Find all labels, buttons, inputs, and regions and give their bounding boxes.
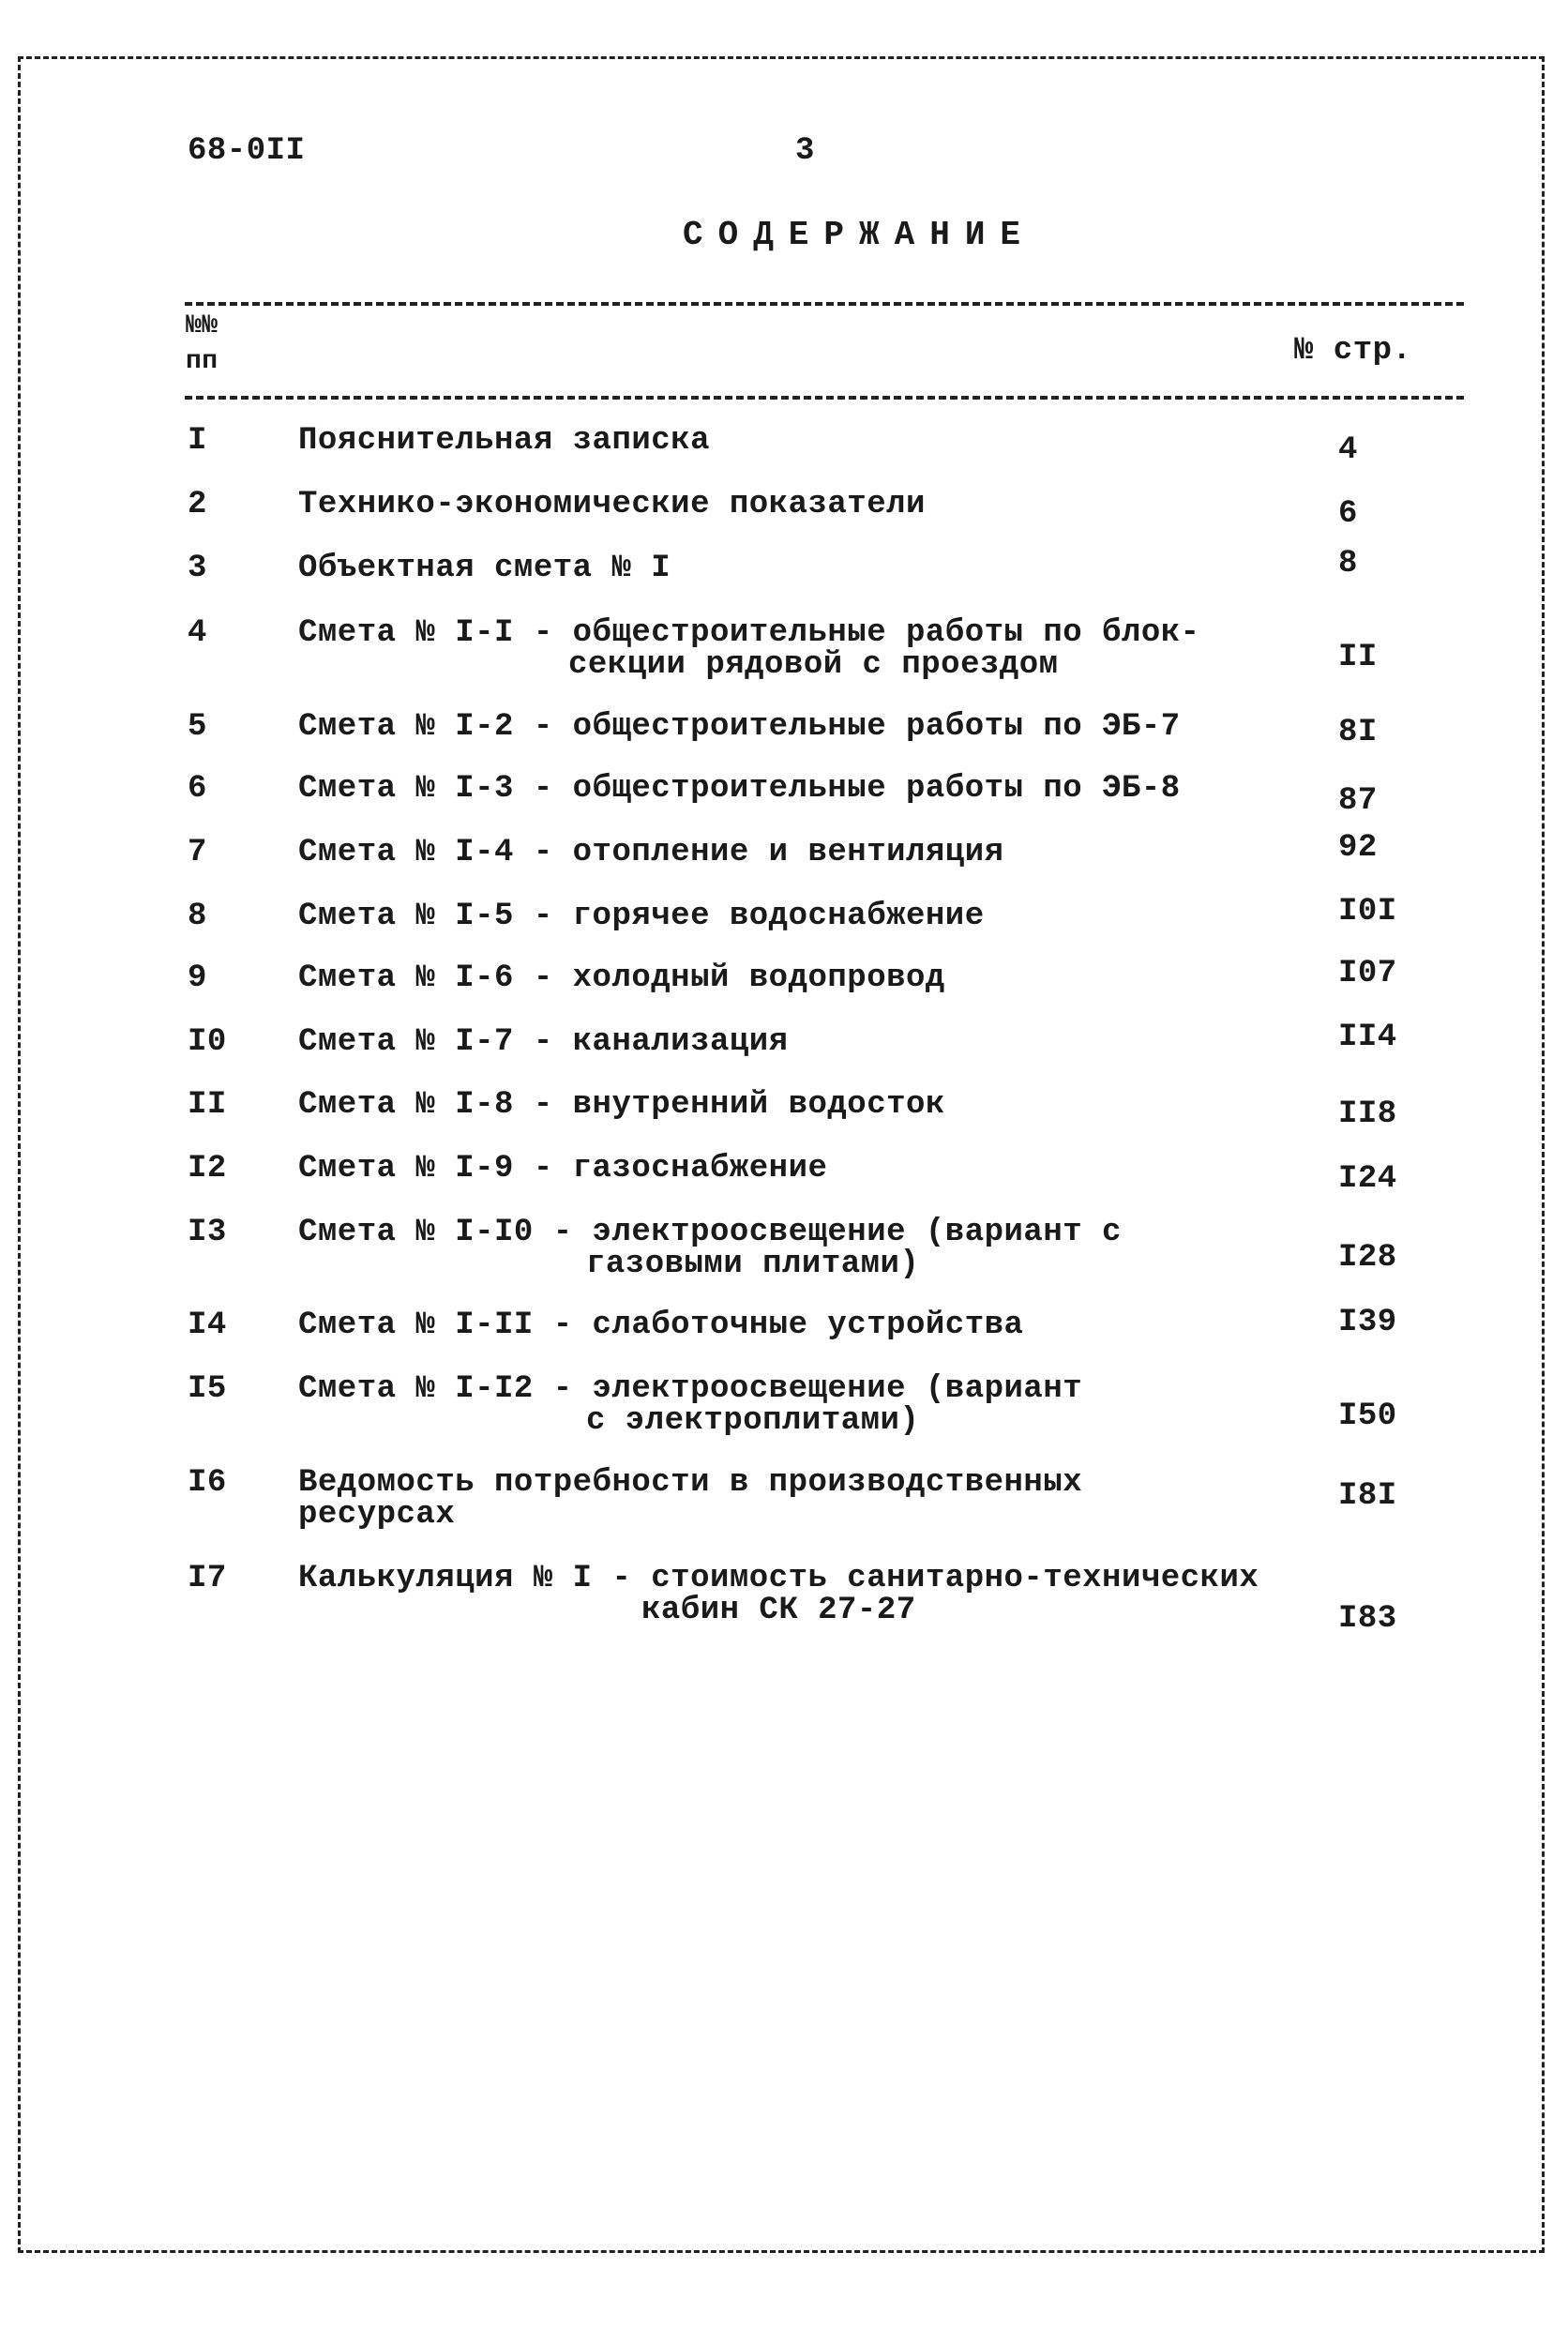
item-page: I0I: [1338, 894, 1397, 930]
item-title-line: секции рядовой с проездом: [568, 647, 1059, 683]
item-page: I8I: [1338, 1478, 1397, 1514]
item-title-line: Смета № I-7 - канализация: [298, 1024, 789, 1060]
page-title: СОДЕРЖАНИЕ: [683, 216, 1036, 254]
item-number: I7: [188, 1561, 227, 1596]
item-number: 6: [188, 771, 207, 807]
item-title-line: с электроплитами): [586, 1403, 920, 1439]
item-number: I6: [188, 1465, 227, 1501]
item-page: 8: [1338, 546, 1358, 582]
item-title-line: Смета № I-3 - общестроительные работы по ЭБ-8: [298, 771, 1181, 807]
item-number: I: [188, 423, 207, 459]
table-header-rule: [185, 396, 1464, 400]
item-number: 4: [188, 615, 207, 651]
item-number: 3: [188, 551, 207, 586]
item-title-line: Технико-экономические показатели: [298, 487, 926, 522]
item-page: II4: [1338, 1020, 1397, 1055]
item-page: I83: [1338, 1601, 1397, 1637]
item-title-line: Смета № I-6 - холодный водопровод: [298, 960, 945, 996]
item-title-line: Смета № I-8 - внутренний водосток: [298, 1087, 945, 1123]
item-number: I4: [188, 1308, 227, 1343]
item-page: I07: [1338, 956, 1397, 991]
item-title-line: Объектная смета № I: [298, 551, 671, 586]
item-title-line: Ведомость потребности в производственных: [298, 1465, 1083, 1501]
item-title-line: Смета № I-I2 - электроосвещение (вариант: [298, 1371, 1083, 1407]
item-number: 2: [188, 487, 207, 522]
item-page: 4: [1338, 432, 1358, 468]
item-title-line: Смета № I-4 - отопление и вентиляция: [298, 835, 1004, 870]
item-number: I2: [188, 1151, 227, 1187]
item-page: 6: [1338, 496, 1358, 532]
item-number: 8: [188, 899, 207, 934]
item-page: I24: [1338, 1161, 1397, 1197]
item-page: II8: [1338, 1096, 1397, 1132]
item-number: 5: [188, 709, 207, 745]
item-page: I28: [1338, 1240, 1397, 1276]
page-column-header: № стр.: [1294, 333, 1412, 369]
item-title-line: газовыми плитами): [586, 1247, 920, 1282]
item-title-line: ресурсах: [298, 1497, 456, 1533]
item-number: 9: [188, 960, 207, 996]
item-title-line: Калькуляция № I - стоимость санитарно-технических: [298, 1561, 1259, 1596]
item-title-line: Смета № I-5 - горячее водоснабжение: [298, 899, 985, 934]
num-header-line2: пп: [186, 347, 219, 376]
item-title-line: кабин СК 27-27: [641, 1593, 916, 1628]
item-page: I50: [1338, 1398, 1397, 1434]
item-page: 87: [1338, 783, 1378, 819]
item-number: I3: [188, 1215, 227, 1250]
item-number: I0: [188, 1024, 227, 1060]
item-page: II: [1338, 640, 1378, 675]
document-code: 68-0II: [188, 133, 306, 169]
item-title-line: Смета № I-2 - общестроительные работы по ЭБ-7: [298, 709, 1181, 745]
item-page: 8I: [1338, 715, 1378, 750]
num-header-line1: №№: [186, 311, 219, 340]
item-title-line: Смета № I-II - слаботочные устройства: [298, 1308, 1024, 1343]
item-number: II: [188, 1087, 227, 1123]
item-title-line: Смета № I-I - общестроительные работы по блок-: [298, 615, 1200, 651]
item-title-line: Смета № I-9 - газоснабжение: [298, 1151, 828, 1187]
item-page: 92: [1338, 830, 1378, 866]
item-title-line: Пояснительная записка: [298, 423, 710, 459]
item-title-line: Смета № I-I0 - электроосвещение (вариант с: [298, 1215, 1122, 1250]
table-top-rule: [185, 302, 1464, 306]
item-page: I39: [1338, 1305, 1397, 1340]
item-number: 7: [188, 835, 207, 870]
item-number: I5: [188, 1371, 227, 1407]
page-number: 3: [795, 133, 815, 169]
